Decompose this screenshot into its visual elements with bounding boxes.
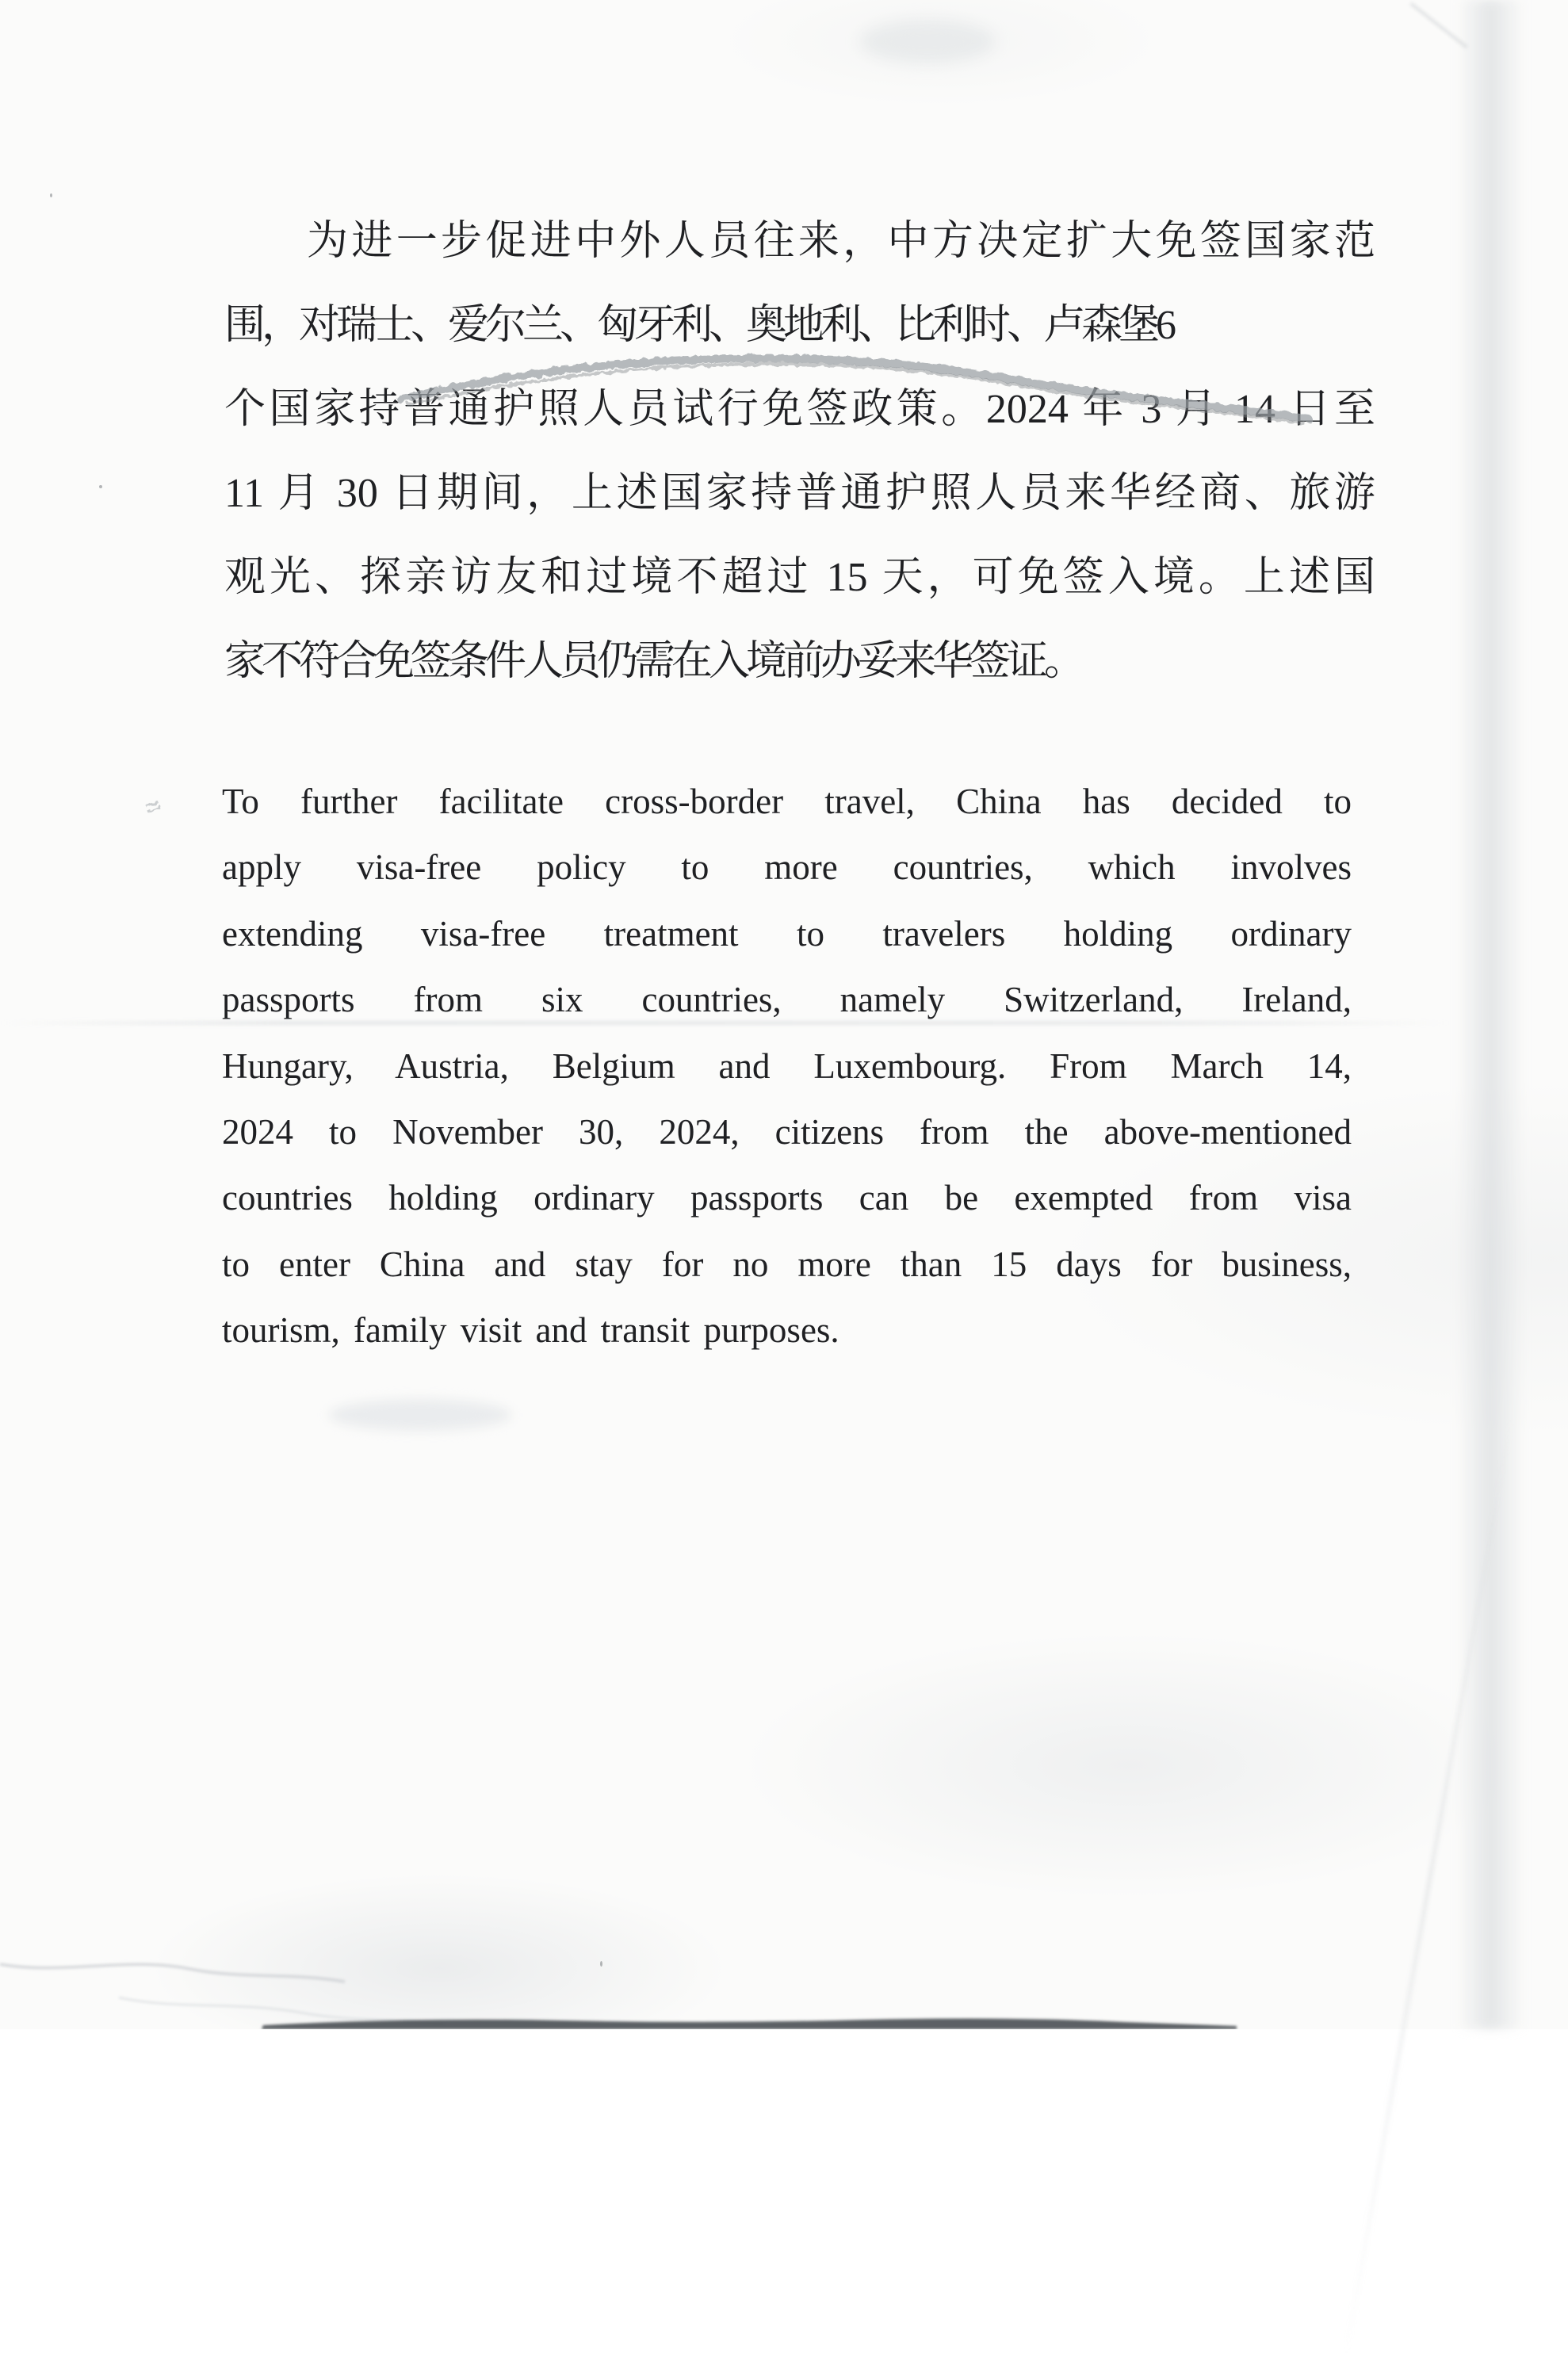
english-line-8: to enter China and stay for no more than 15 days for business, xyxy=(222,1244,1352,1284)
english-line-1: To further facilitate cross-border travel, China has decided to xyxy=(222,782,1352,821)
english-line-6: 2024 to November 30, 2024, citizens from the above-mentioned xyxy=(222,1112,1352,1153)
english-line-3: extending visa-free treatment to travelers holding ordinary xyxy=(222,913,1352,954)
english-line-9: tourism, family visit and transit purposes. xyxy=(222,1310,839,1351)
chinese-line-2: 围，对瑞士、爱尔兰、匈牙利、奥地利、比利时、卢森堡6 xyxy=(224,303,1173,348)
chinese-line-4: 11 月 30 日期间，上述国家持普通护照人员来华经商、旅游 xyxy=(224,471,1375,516)
chinese-line-3: 个国家持普通护照人员试行免签政策。2024 年 3 月 14 日至 xyxy=(224,387,1375,432)
dust-speck xyxy=(50,193,52,197)
dust-speck xyxy=(600,1961,602,1967)
chinese-line-6: 家不符合免签条件人员仍需在入境前办妥来华签证。 xyxy=(224,639,1082,684)
dust-speck xyxy=(99,485,102,488)
chinese-paragraph xyxy=(224,200,1375,704)
chinese-line-1: 为进一步促进中外人员往来，中方决定扩大免签国家范 xyxy=(307,219,1375,264)
english-line-2: apply visa-free policy to more countries, which involves xyxy=(222,847,1352,888)
english-line-5: Hungary, Austria, Belgium and Luxembourg. From March 14, xyxy=(222,1046,1352,1086)
margin-pencil-mark xyxy=(147,801,161,812)
eraser-smudge xyxy=(329,1399,511,1431)
english-line-7: countries holding ordinary passports can be exempted from visa xyxy=(222,1178,1352,1218)
top-smudge xyxy=(860,20,995,63)
horizontal-paper-crease xyxy=(0,1021,1451,1025)
chinese-line-5: 观光、探亲访友和过境不超过 15 天，可免签入境。上述国 xyxy=(224,555,1375,600)
scan-bottom-edge-shadow xyxy=(262,2019,1237,2029)
english-line-4: passports from six countries, namely Switzerland, Ireland, xyxy=(222,980,1352,1020)
paper-crease-lines xyxy=(0,1964,444,2024)
scan-right-edge-shadow xyxy=(1457,0,1524,2029)
english-paragraph xyxy=(222,769,1352,1364)
